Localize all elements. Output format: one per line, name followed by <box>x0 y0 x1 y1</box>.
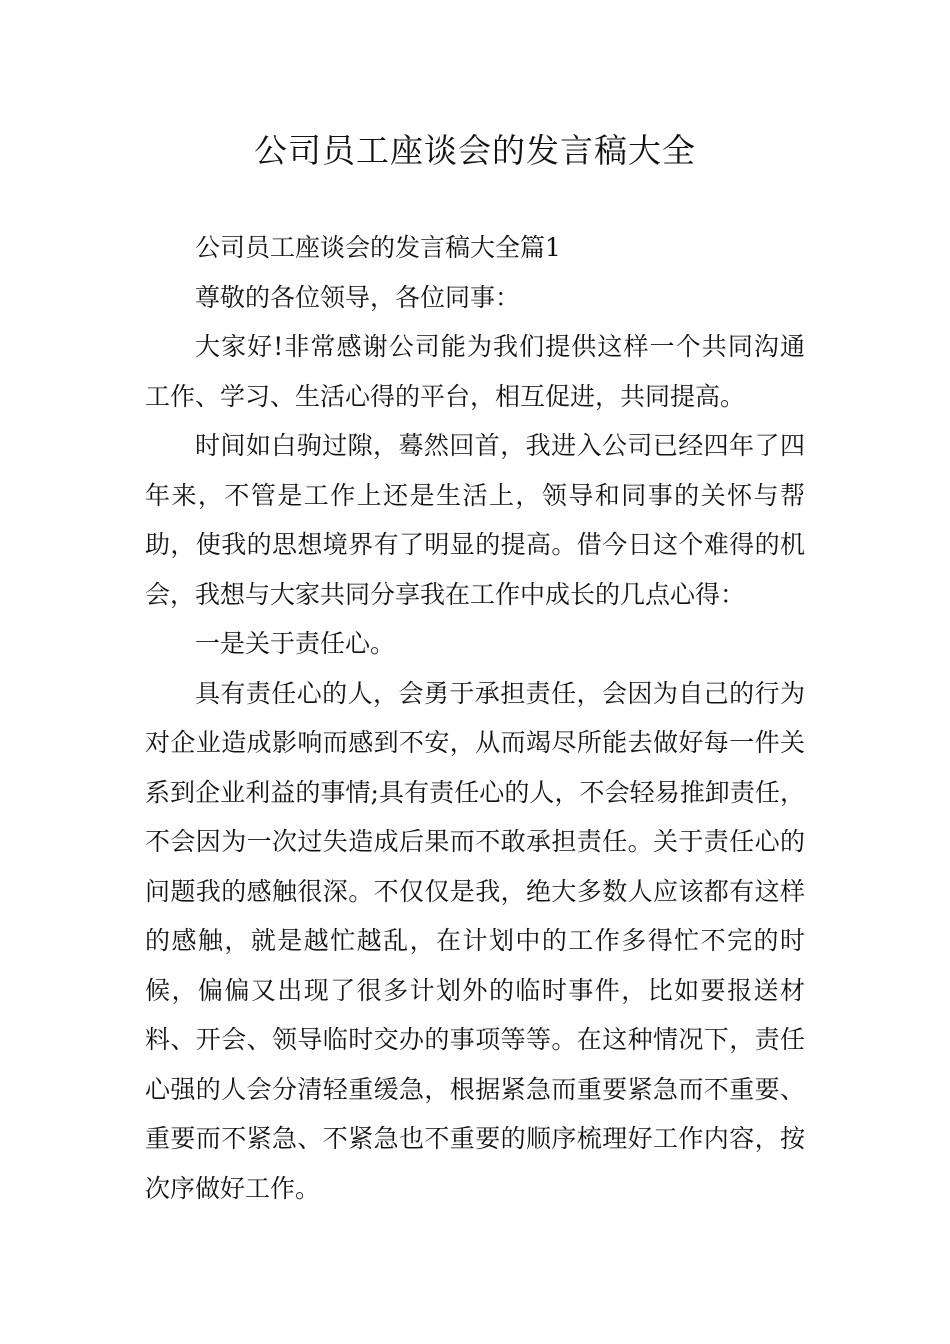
paragraph-section-heading: 公司员工座谈会的发言稿大全篇1 <box>195 233 561 262</box>
document-title: 公司员工座谈会的发言稿大全 <box>254 131 696 170</box>
paragraph-greeting: 大家好!非常感谢公司能为我们提供这样一个共同沟通工作、学习、生活心得的平台，相互促进，共同提高。 <box>145 332 805 411</box>
paragraph-point-one-body: 具有责任心的人，会勇于承担责任，会因为自己的行为对企业造成影响而感到不安，从而竭尽所能去做好每一件关系到企业利益的事情;具有责任心的人，不会轻易推卸责任，不会因为一次过失造成后果而不敢承担责任。关于责任心的问题我的感触很深。不仅仅是我，绝大多数人应该都有这样的感触，就是越忙越乱，在计划中的工作多得忙不完的时候，偏偏又出现了很多计划外的临时事件，比如要报送材料、开会、领导临时交办的事项等等。在这种情况下，责任心强的人会分清轻重缓急，根据紧急而重要紧急而不重要、重要而不紧急、不紧急也不重要的顺序梳理好工作内容，按次序做好工作。 <box>145 678 805 1203</box>
document-body <box>145 223 805 1213</box>
paragraph-introduction: 时间如白驹过隙，蓦然回首，我进入公司已经四年了四年来，不管是工作上还是生活上，领导和同事的关怀与帮助，使我的思想境界有了明显的提高。借今日这个难得的机会，我想与大家共同分享我在工作中成长的几点心得： <box>145 431 805 609</box>
paragraph-salutation: 尊敬的各位领导，各位同事： <box>195 282 521 312</box>
paragraph-point-one-heading: 一是关于责任心。 <box>195 629 396 658</box>
